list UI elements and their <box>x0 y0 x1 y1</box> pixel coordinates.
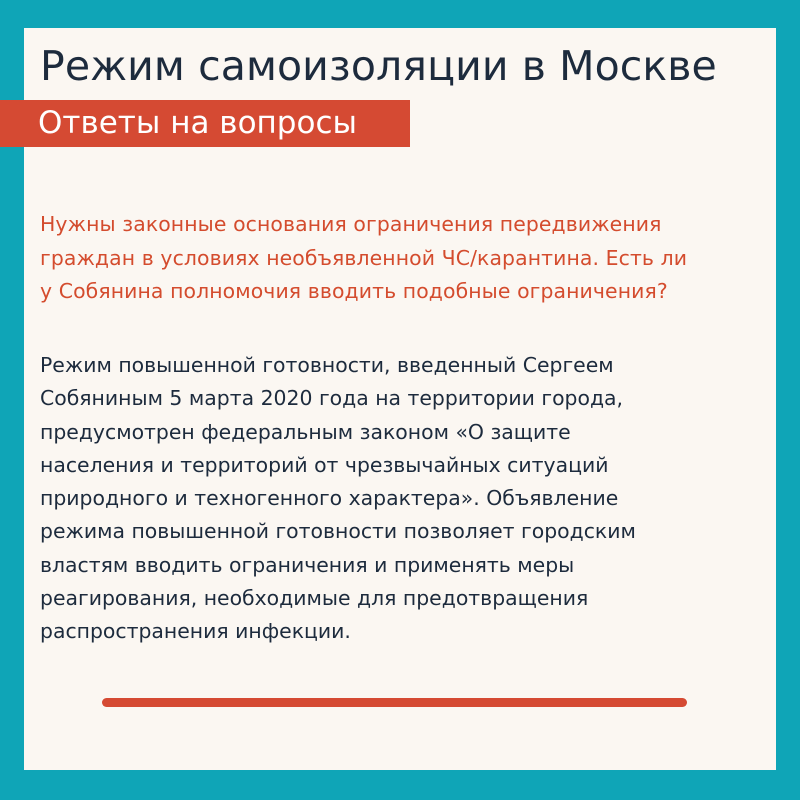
answer-line: реагирования, необходимые для предотвращения <box>40 586 589 611</box>
divider-bar <box>102 698 687 707</box>
info-card <box>24 28 776 770</box>
answer-line: Режим повышенной готовности, введенный Сергеем <box>40 353 614 377</box>
answer-line: Собяниным 5 марта 2020 года на территории города, <box>40 386 624 411</box>
answer-line: властям вводить ограничения и применять меры <box>40 552 575 577</box>
answer-line: природного и техногенного характера». Объявление <box>40 486 619 511</box>
subtitle-text: Ответы на вопросы <box>38 105 357 141</box>
answer-line: распространения инфекции. <box>40 619 351 644</box>
subtitle-banner <box>0 100 410 147</box>
page-title: Режим самоизоляции в Москве <box>40 42 717 90</box>
answer-line: предусмотрен федеральным законом «О защите <box>40 419 571 444</box>
question-line: у Собянина полномочия вводить подобные ограничения? <box>40 279 668 303</box>
question-text <box>40 208 766 309</box>
question-line: граждан в условиях необъявленной ЧС/карантина. Есть ли <box>40 245 688 270</box>
question-line: Нужны законные основания ограничения передвижения <box>40 212 662 236</box>
answer-line: населения и территорий от чрезвычайных ситуаций <box>40 452 609 477</box>
answer-text <box>40 349 766 649</box>
answer-line: режима повышенной готовности позволяет городским <box>40 519 636 544</box>
